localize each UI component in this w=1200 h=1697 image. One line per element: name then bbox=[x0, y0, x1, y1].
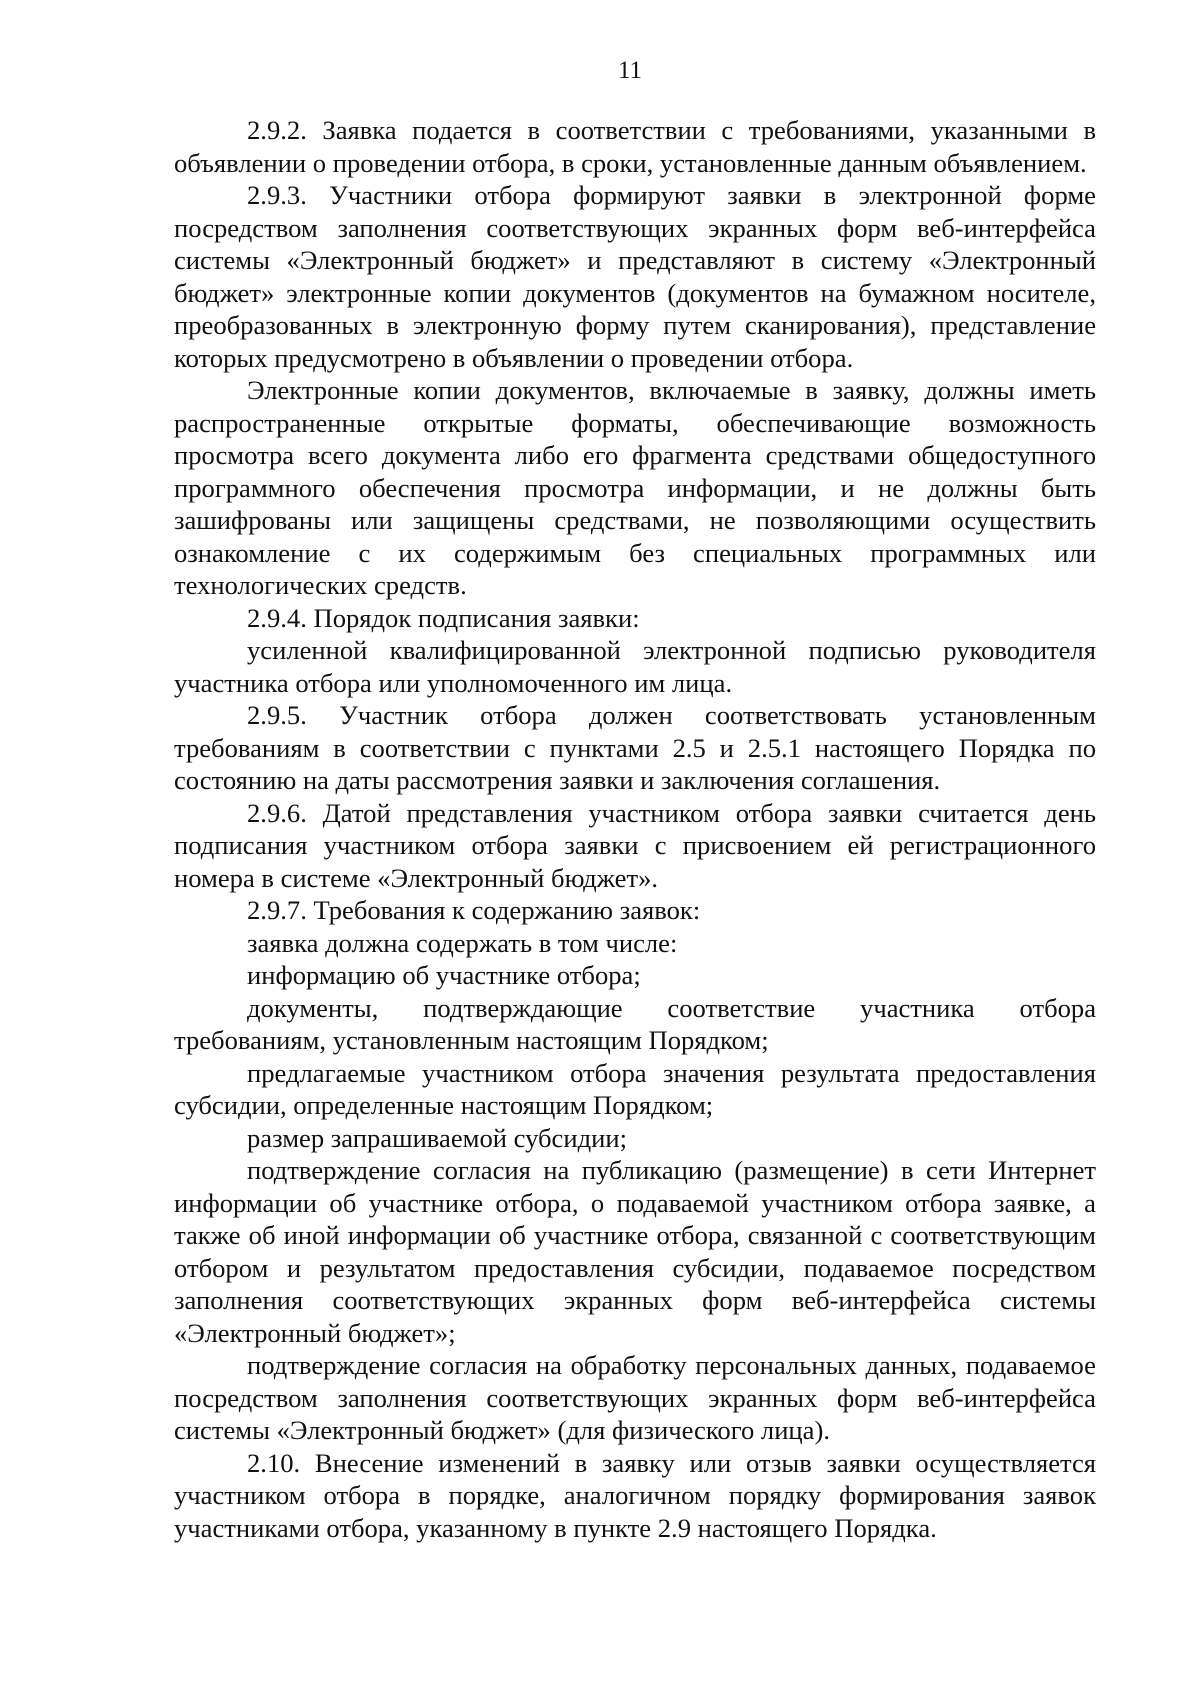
list-item-documents: документы, подтверждающие соответствие участника отбора требованиям, установленным настоящим Порядком; bbox=[174, 992, 1096, 1055]
page-number: 11 bbox=[617, 57, 643, 84]
paragraph-2-9-5: 2.9.5. Участник отбора должен соответствовать установленным требованиям в соответствии с пунктами 2.5 и 2.5.1 настоящего Порядка по состоянию на даты рассмотрения заявки и заключения соглашения. bbox=[174, 700, 1096, 795]
list-item-subsidy-amount: размер запрашиваемой субсидии; bbox=[247, 1122, 627, 1153]
paragraph-2-9-4: 2.9.4. Порядок подписания заявки: bbox=[247, 602, 640, 633]
paragraph-2-9-2: 2.9.2. Заявка подается в соответствии с требованиями, указанными в объявлении о проведении отбора, в сроки, установленные данным объявлением. bbox=[174, 115, 1096, 178]
paragraph-2-10: 2.10. Внесение изменений в заявку или отзыв заявки осуществляется участником отбора в порядке, аналогичном порядку формирования заявок участниками отбора, указанному в пункте 2.9 настоящего Порядка. bbox=[174, 1447, 1096, 1543]
paragraph-2-9-6: 2.9.6. Датой представления участником отбора заявки считается день подписания участником отбора заявки с присвоением ей регистрационного номера в системе «Электронный бюджет». bbox=[174, 797, 1096, 893]
list-item-personal-data-consent: подтверждение согласия на обработку персональных данных, подаваемое посредством заполнения соответствующих экранных форм веб-интерфейса системы «Электронный бюджет» (для физического лица). bbox=[174, 1350, 1096, 1445]
document-body bbox=[174, 114, 1096, 1544]
paragraph-2-9-7: 2.9.7. Требования к содержанию заявок: bbox=[247, 895, 701, 925]
list-item-publication-consent: подтверждение согласия на публикацию (размещение) в сети Интернет информации об участнике отбора, о подаваемой участником отбора заявке, а также об иной информации об участнике отбора, связанной с соответствующим отбором и результатом предоставления субсидии, подаваемое посредством заполнения соответствующих экранных форм веб-интерфейса системы «Электронный бюджет»; bbox=[174, 1155, 1096, 1348]
list-item-result-values: предлагаемые участником отбора значения результата предоставления субсидии, определенные настоящим Порядком; bbox=[174, 1057, 1096, 1120]
paragraph-2-9-3: 2.9.3. Участники отбора формируют заявки в электронной форме посредством заполнения соответствующих экранных форм веб-интерфейса системы «Электронный бюджет» и представляют в систему «Электронный бюджет» электронные копии документов (документов на бумажном носителе, преобразованных в электронную форму путем сканирования), представление которых предусмотрено в объявлении о проведении отбора. bbox=[174, 180, 1096, 373]
list-item-participant-info: информацию об участнике отбора; bbox=[247, 960, 641, 990]
list-item-application-contents: заявка должна содержать в том числе: bbox=[247, 927, 678, 958]
paragraph-signature: усиленной квалифицированной электронной подписью руководителя участника отбора или уполномоченного им лица. bbox=[174, 635, 1096, 698]
paragraph-electronic-copies: Электронные копии документов, включаемые в заявку, должны иметь распространенные открытые форматы, обеспечивающие возможность просмотра всего документа либо его фрагмента средствами общедоступного программного обеспечения просмотра информации, и не должны быть зашифрованы или защищены средствами, не позволяющими осуществить ознакомление с их содержимым без специальных программных или технологических средств. bbox=[174, 375, 1096, 600]
